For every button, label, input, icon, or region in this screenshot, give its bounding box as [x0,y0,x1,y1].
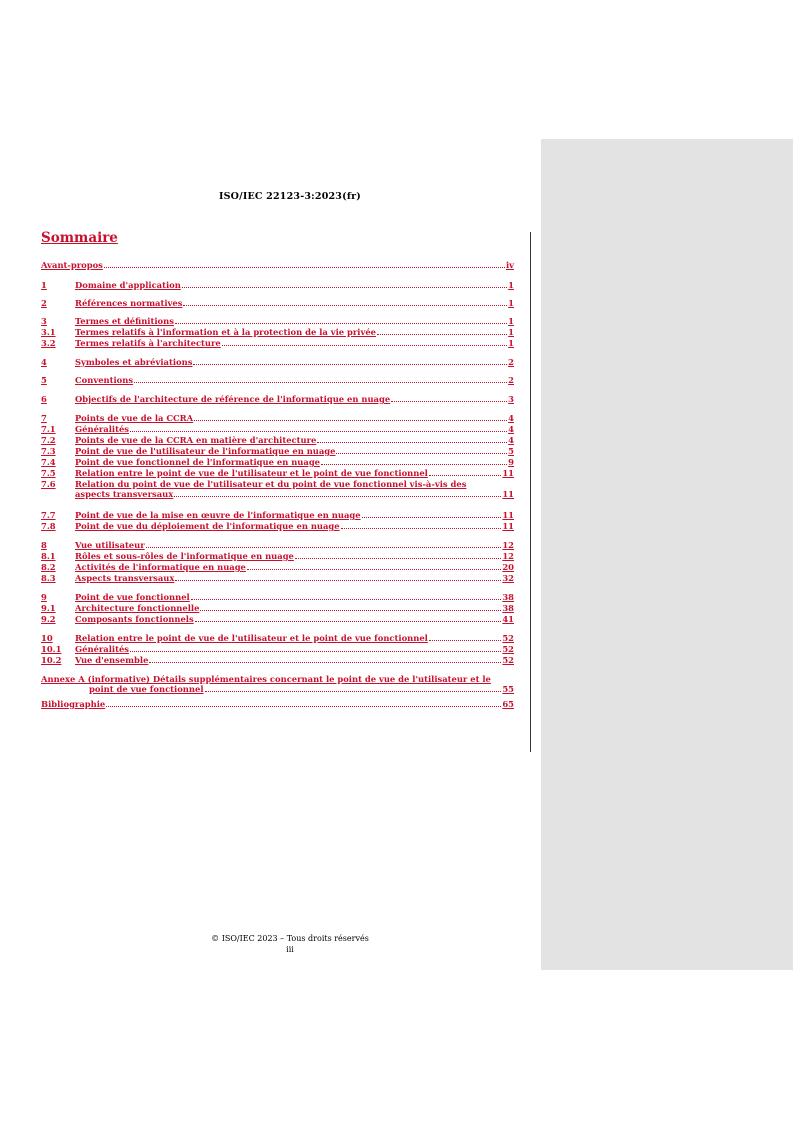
toc-entry-title: Points de vue de la CCRA en matière d'architecture [75,435,317,445]
toc-entry-title: Activités de l'informatique en nuage [75,562,246,572]
toc-entry-leader [174,496,501,497]
toc-entry-leader [183,305,507,306]
footer-page-number: iii [286,945,294,954]
toc-entry-title: Relation entre le point de vue de l'utilisateur et le point de vue fonctionnel [75,468,428,478]
toc-entry-leader [182,287,507,288]
toc-entry-page: 2 [508,357,514,367]
toc-entry-number: 2 [41,298,47,308]
toc-entry-leader [247,569,501,570]
toc-entry-number: 9.2 [41,614,56,624]
toc-entry-number: 7.5 [41,468,56,478]
toc-entry[interactable] [41,592,514,602]
toc-entry[interactable] [41,644,514,654]
toc-entry-number: 9 [41,592,47,602]
toc-entry[interactable] [41,540,514,550]
toc-entry[interactable] [41,298,514,308]
toc-entry-page: 2 [508,375,514,385]
toc-entry[interactable] [41,633,514,643]
comment-pane [541,139,793,970]
toc-entry-page: 5 [508,446,514,456]
change-bar [530,232,531,752]
toc-entry[interactable] [41,674,514,694]
toc-entry-page: 1 [508,338,514,348]
toc-entry-title: Point de vue fonctionnel de l'informatique en nuage [75,457,320,467]
toc-entry[interactable] [41,375,514,385]
toc-entry-leader [429,640,502,641]
toc-entry-page: 55 [502,684,514,694]
toc-entry-title-continued: aspects transversaux [75,489,174,499]
toc-entry-page: 65 [502,699,514,709]
toc-entry-title: Architecture fonctionnelle [75,603,200,613]
toc-entry[interactable] [41,413,514,423]
toc-entry-page: 20 [502,562,514,572]
toc-entry[interactable] [41,603,514,613]
toc-entry[interactable] [41,435,514,445]
toc-entry-page: 12 [502,540,514,550]
toc-entry[interactable] [41,357,514,367]
toc-entry-number: 6 [41,394,47,404]
toc-entry-number: 4 [41,357,47,367]
toc-entry-leader [175,323,507,324]
toc-entry-leader [195,621,502,622]
toc-entry-title: Termes et définitions [75,316,174,326]
toc-entry-title: Relation du point de vue de l'utilisateur et du point de vue fonctionnel vis-à-vis des [75,479,467,489]
toc-entry-page: 1 [508,316,514,326]
toc-entry-leader [362,517,502,518]
toc-title[interactable]: Sommaire [41,230,118,246]
toc-entry[interactable] [41,280,514,290]
toc-entry-number: 7.7 [41,510,56,520]
toc-entry-page: 11 [502,468,514,478]
toc-entry-page: 4 [508,435,514,445]
toc-entry-page: 38 [502,592,514,602]
toc-entry-leader [193,364,507,365]
toc-entry-number: 7.6 [41,479,56,489]
toc-entry-title-continued: point de vue fonctionnel [89,684,204,694]
toc-entry-leader [317,442,507,443]
toc-entry-number: 10 [41,633,53,643]
toc-entry-title: Vue d'ensemble [75,655,149,665]
toc-entry-title: Conventions [75,375,134,385]
toc-entry-number: 3.2 [41,338,56,348]
toc-entry-title: Point de vue fonctionnel [75,592,190,602]
toc-entry-number: 8.3 [41,573,56,583]
toc-entry-leader [146,547,502,548]
toc-entry-number: 1 [41,280,47,290]
toc-entry-title: Point de vue de l'utilisateur de l'informatique en nuage [75,446,336,456]
toc-entry-number: 7.4 [41,457,56,467]
toc-entry-title: Annexe A (informative) Détails supplémentaires concernant le point de vue de l'utilisateur et le [41,674,491,684]
toc-entry-page: 9 [508,457,514,467]
toc-entry-page: 32 [502,573,514,583]
toc-entry-title: Symboles et abréviations [75,357,193,367]
toc-entry-title: Point de vue du déploiement de l'informatique en nuage [75,521,340,531]
toc-entry-title: Domaine d'application [75,280,181,290]
toc-entry-leader [200,610,501,611]
toc-entry-page: 52 [502,655,514,665]
toc-entry[interactable] [41,551,514,561]
toc-entry-number: 10.1 [41,644,62,654]
toc-entry-leader [191,599,502,600]
toc-entry-title: Termes relatifs à l'information et à la protection de la vie privée [75,327,377,337]
toc-entry[interactable] [41,316,514,326]
footer-copyright: © ISO/IEC 2023 – Tous droits réservés [211,934,369,943]
toc-entry[interactable] [41,614,514,624]
toc-entry-page: 52 [502,633,514,643]
toc-entry-number: 3.1 [41,327,56,337]
toc-entry-title: Bibliographie [41,699,106,709]
toc-entry[interactable] [41,260,514,270]
toc-entry-leader [222,345,507,346]
toc-entry-number: 9.1 [41,603,56,613]
toc-entry-title: Composants fonctionnels [75,614,194,624]
toc-entry[interactable] [41,699,514,709]
toc-entry-title: Objectifs de l'architecture de référence de l'informatique en nuage [75,394,391,404]
toc-entry[interactable] [41,573,514,583]
toc-entry-leader [194,420,507,421]
toc-entry-leader [130,651,501,652]
toc-entry-title: Références normatives [75,298,183,308]
toc-entry-leader [341,528,502,529]
toc-entry-leader [321,464,507,465]
toc-entry-number: 8 [41,540,47,550]
toc-entry[interactable] [41,479,514,499]
toc-entry-page: 11 [502,510,514,520]
toc-entry-page: 11 [502,489,514,499]
toc-entry-number: 7.8 [41,521,56,531]
toc-entry-page: 52 [502,644,514,654]
toc-entry[interactable] [41,327,514,337]
toc-entry-title: Généralités [75,424,130,434]
toc-entry-leader [175,580,501,581]
toc-entry-title: Points de vue de la CCRA [75,413,194,423]
toc-entry[interactable] [41,446,514,456]
toc-entry-number: 8.2 [41,562,56,572]
toc-entry-page: 38 [502,603,514,613]
toc-entry-page: 1 [508,298,514,308]
toc-entry-number: 7 [41,413,47,423]
toc-entry-leader [205,691,502,692]
toc-entry-page: 1 [508,327,514,337]
toc-entry-title: Généralités [75,644,130,654]
toc-entry-leader [336,453,507,454]
toc-entry-number: 5 [41,375,47,385]
toc-entry-leader [149,662,501,663]
toc-entry-number: 7.2 [41,435,56,445]
toc-entry-leader [104,267,505,268]
toc-entry-title: Rôles et sous-rôles de l'informatique en nuage [75,551,294,561]
toc-entry-page: iv [505,260,514,270]
toc-entry-number: 8.1 [41,551,56,561]
toc-entry[interactable] [41,510,514,520]
page-footer [0,933,580,955]
toc-entry-page: 11 [502,521,514,531]
toc-entry-leader [106,706,501,707]
toc-entry[interactable] [41,394,514,404]
toc-entry-page: 4 [508,413,514,423]
toc-entry-title: Vue utilisateur [75,540,145,550]
toc-entry-title: Relation entre le point de vue de l'utilisateur et le point de vue fonctionnel [75,633,428,643]
toc-entry-title: Aspects transversaux [75,573,175,583]
toc-entry[interactable] [41,521,514,531]
toc-entry-leader [391,401,507,402]
toc-entry-page: 4 [508,424,514,434]
toc-entry[interactable] [41,338,514,348]
toc-entry-number: 7.3 [41,446,56,456]
toc-entry-page: 3 [508,394,514,404]
toc-entry[interactable] [41,457,514,467]
toc-entry-page: 41 [502,614,514,624]
toc-entry-leader [130,431,507,432]
toc-entry-page: 12 [502,551,514,561]
toc-entry[interactable] [41,424,514,434]
toc-entry-title: Point de vue de la mise en œuvre de l'informatique en nuage [75,510,361,520]
toc-entry-number: 7.1 [41,424,56,434]
toc-entry-title: Avant-propos [41,260,103,270]
toc-entry[interactable] [41,655,514,665]
toc-entry-leader [429,475,502,476]
toc-entry-number: 3 [41,316,47,326]
document-id: ISO/IEC 22123-3:2023(fr) [218,191,362,202]
toc-entry-leader [295,558,501,559]
toc-entry-title: Termes relatifs à l'architecture [75,338,221,348]
toc-entry[interactable] [41,468,514,478]
toc-entry-number: 10.2 [41,655,62,665]
toc-entry-leader [377,334,507,335]
toc-entry-leader [134,382,507,383]
toc-entry[interactable] [41,562,514,572]
toc-entry-page: 1 [508,280,514,290]
